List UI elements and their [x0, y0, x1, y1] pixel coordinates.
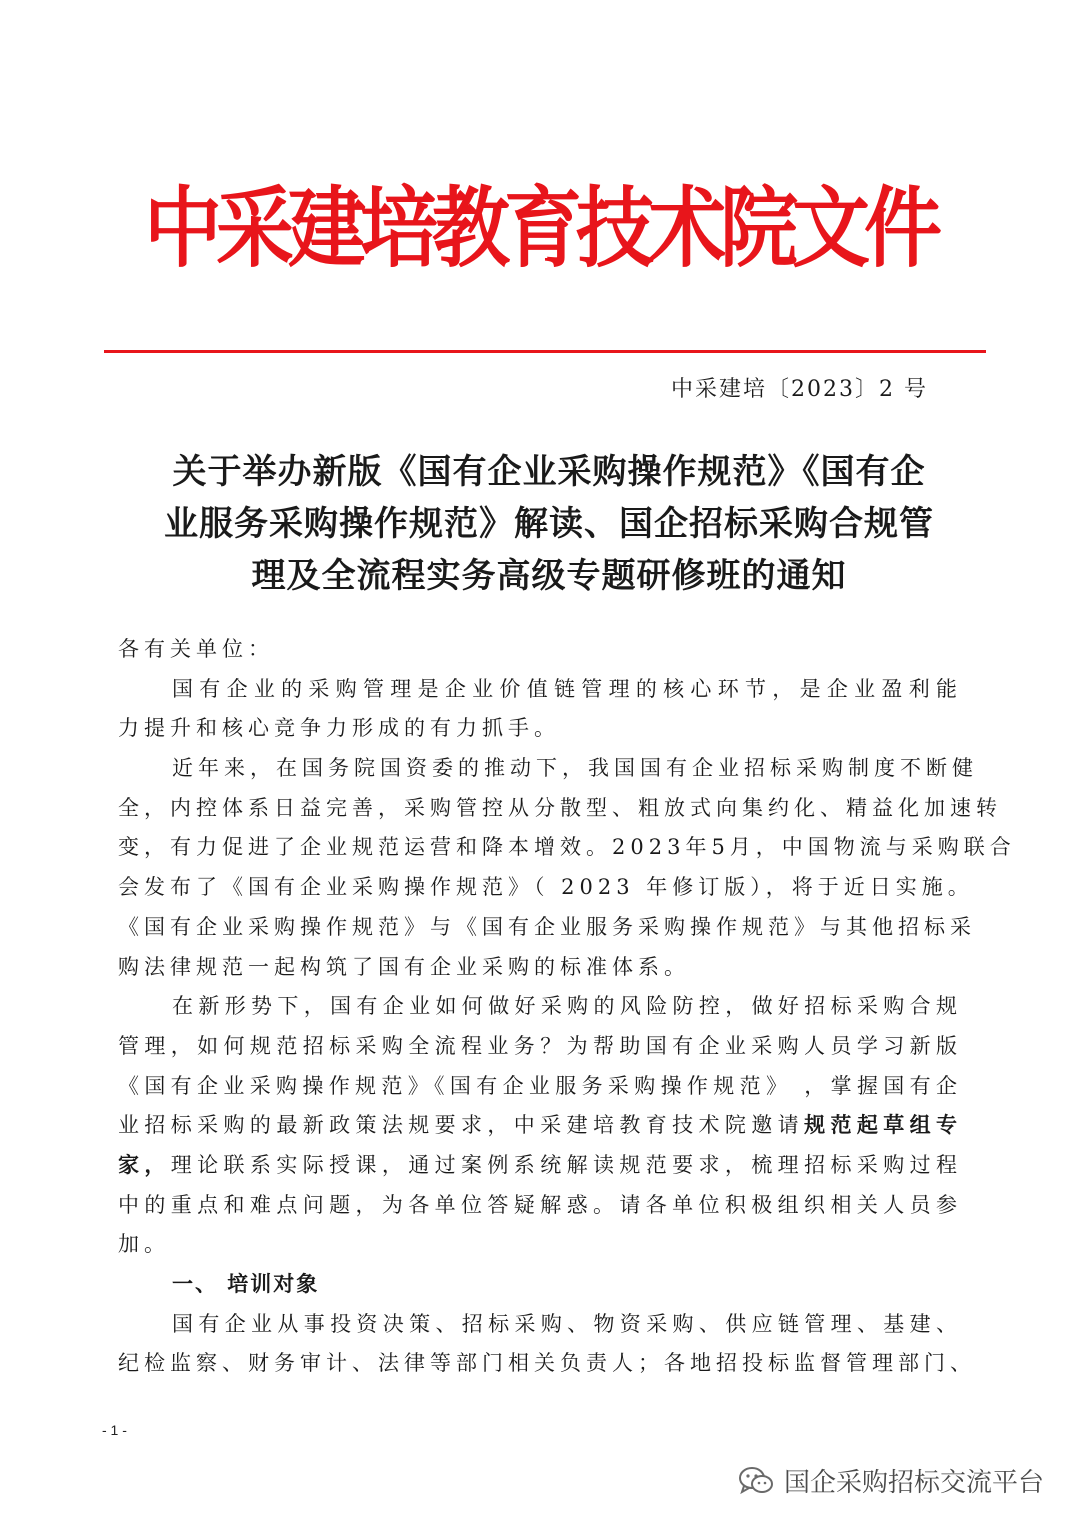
title-line: 关于举办新版《国有企业采购操作规范》《国有企: [172, 452, 926, 492]
red-divider-line: [104, 350, 986, 353]
paragraph-text: 理论联系实际授课，通过案例系统解读规范要求，梳理招标采购过程: [170, 1152, 963, 1177]
watermark: [738, 1462, 1044, 1499]
document-body: [118, 630, 1016, 1384]
paragraph-line: 国有企业的采购管理是企业价值链管理的核心环节，是企业盈利能: [172, 676, 962, 701]
paragraph-line: [118, 1106, 962, 1146]
wechat-icon: [738, 1465, 774, 1497]
page-number: - 1 -: [102, 1422, 127, 1438]
paragraph-line: 会发布了《国有企业采购操作规范》（ 2023 年修订版），将于近日实施。: [118, 875, 974, 900]
bold-emphasis: 家，: [118, 1152, 171, 1177]
paragraph-line: 购法律规范一起构筑了国有企业采购的标准体系。: [118, 954, 690, 979]
paragraph-line: 加。: [118, 1232, 170, 1257]
paragraph-line: 力提升和核心竞争力形成的有力抓手。: [118, 716, 560, 741]
paragraph-line: [118, 1146, 962, 1186]
paragraph-line: 《国有企业采购操作规范》与《国有企业服务采购操作规范》与其他招标采: [118, 914, 976, 939]
paragraph-line: 在新形势下，国有企业如何做好采购的风险防控，做好招标采购合规: [172, 994, 962, 1019]
paragraph-line: 全，内控体系日益完善，采购管控从分散型、粗放式向集约化、精益化加速转: [118, 795, 1002, 820]
section-heading: 一、 培训对象: [172, 1272, 320, 1296]
paragraph-line: 纪检监察、财务审计、法律等部门相关负责人；各地招投标监督管理部门、: [118, 1351, 976, 1376]
bold-emphasis: 规范起草组专: [804, 1113, 962, 1138]
paragraph-line: 近年来，在国务院国资委的推动下，我国国有企业招标采购制度不断健: [172, 756, 978, 781]
paragraph-line: 中的重点和难点问题，为各单位答疑解惑。请各单位积极组织相关人员参: [118, 1192, 962, 1217]
paragraph-line: 国有企业从事投资决策、招标采购、物资采购、供应链管理、基建、: [172, 1311, 962, 1336]
paragraph-text: 业招标采购的最新政策法规要求，中采建培教育技术院邀请: [118, 1113, 805, 1138]
salutation: 各有关单位：: [118, 637, 274, 661]
paragraph-line: 管理，如何规范招标采购全流程业务？为帮助国有企业采购人员学习新版: [118, 1033, 962, 1058]
title-line: 理及全流程实务高级专题研修班的通知: [251, 556, 847, 596]
paragraph-line: 变，有力促进了企业规范运营和降本增效。2023年5月，中国物流与采购联合: [118, 835, 1016, 860]
watermark-text: 国企采购招标交流平台: [783, 1468, 1044, 1498]
title-line: 业服务采购操作规范》解读、国企招标采购合规管: [164, 504, 934, 544]
paragraph-line: 《国有企业采购操作规范》《国有企业服务采购操作规范》 ，掌握国有企: [118, 1073, 962, 1098]
document-number: 中采建培〔2023〕2 号: [671, 377, 928, 402]
document-title: [118, 446, 980, 602]
masthead-title: 中采建培教育技术院文件: [143, 179, 936, 280]
